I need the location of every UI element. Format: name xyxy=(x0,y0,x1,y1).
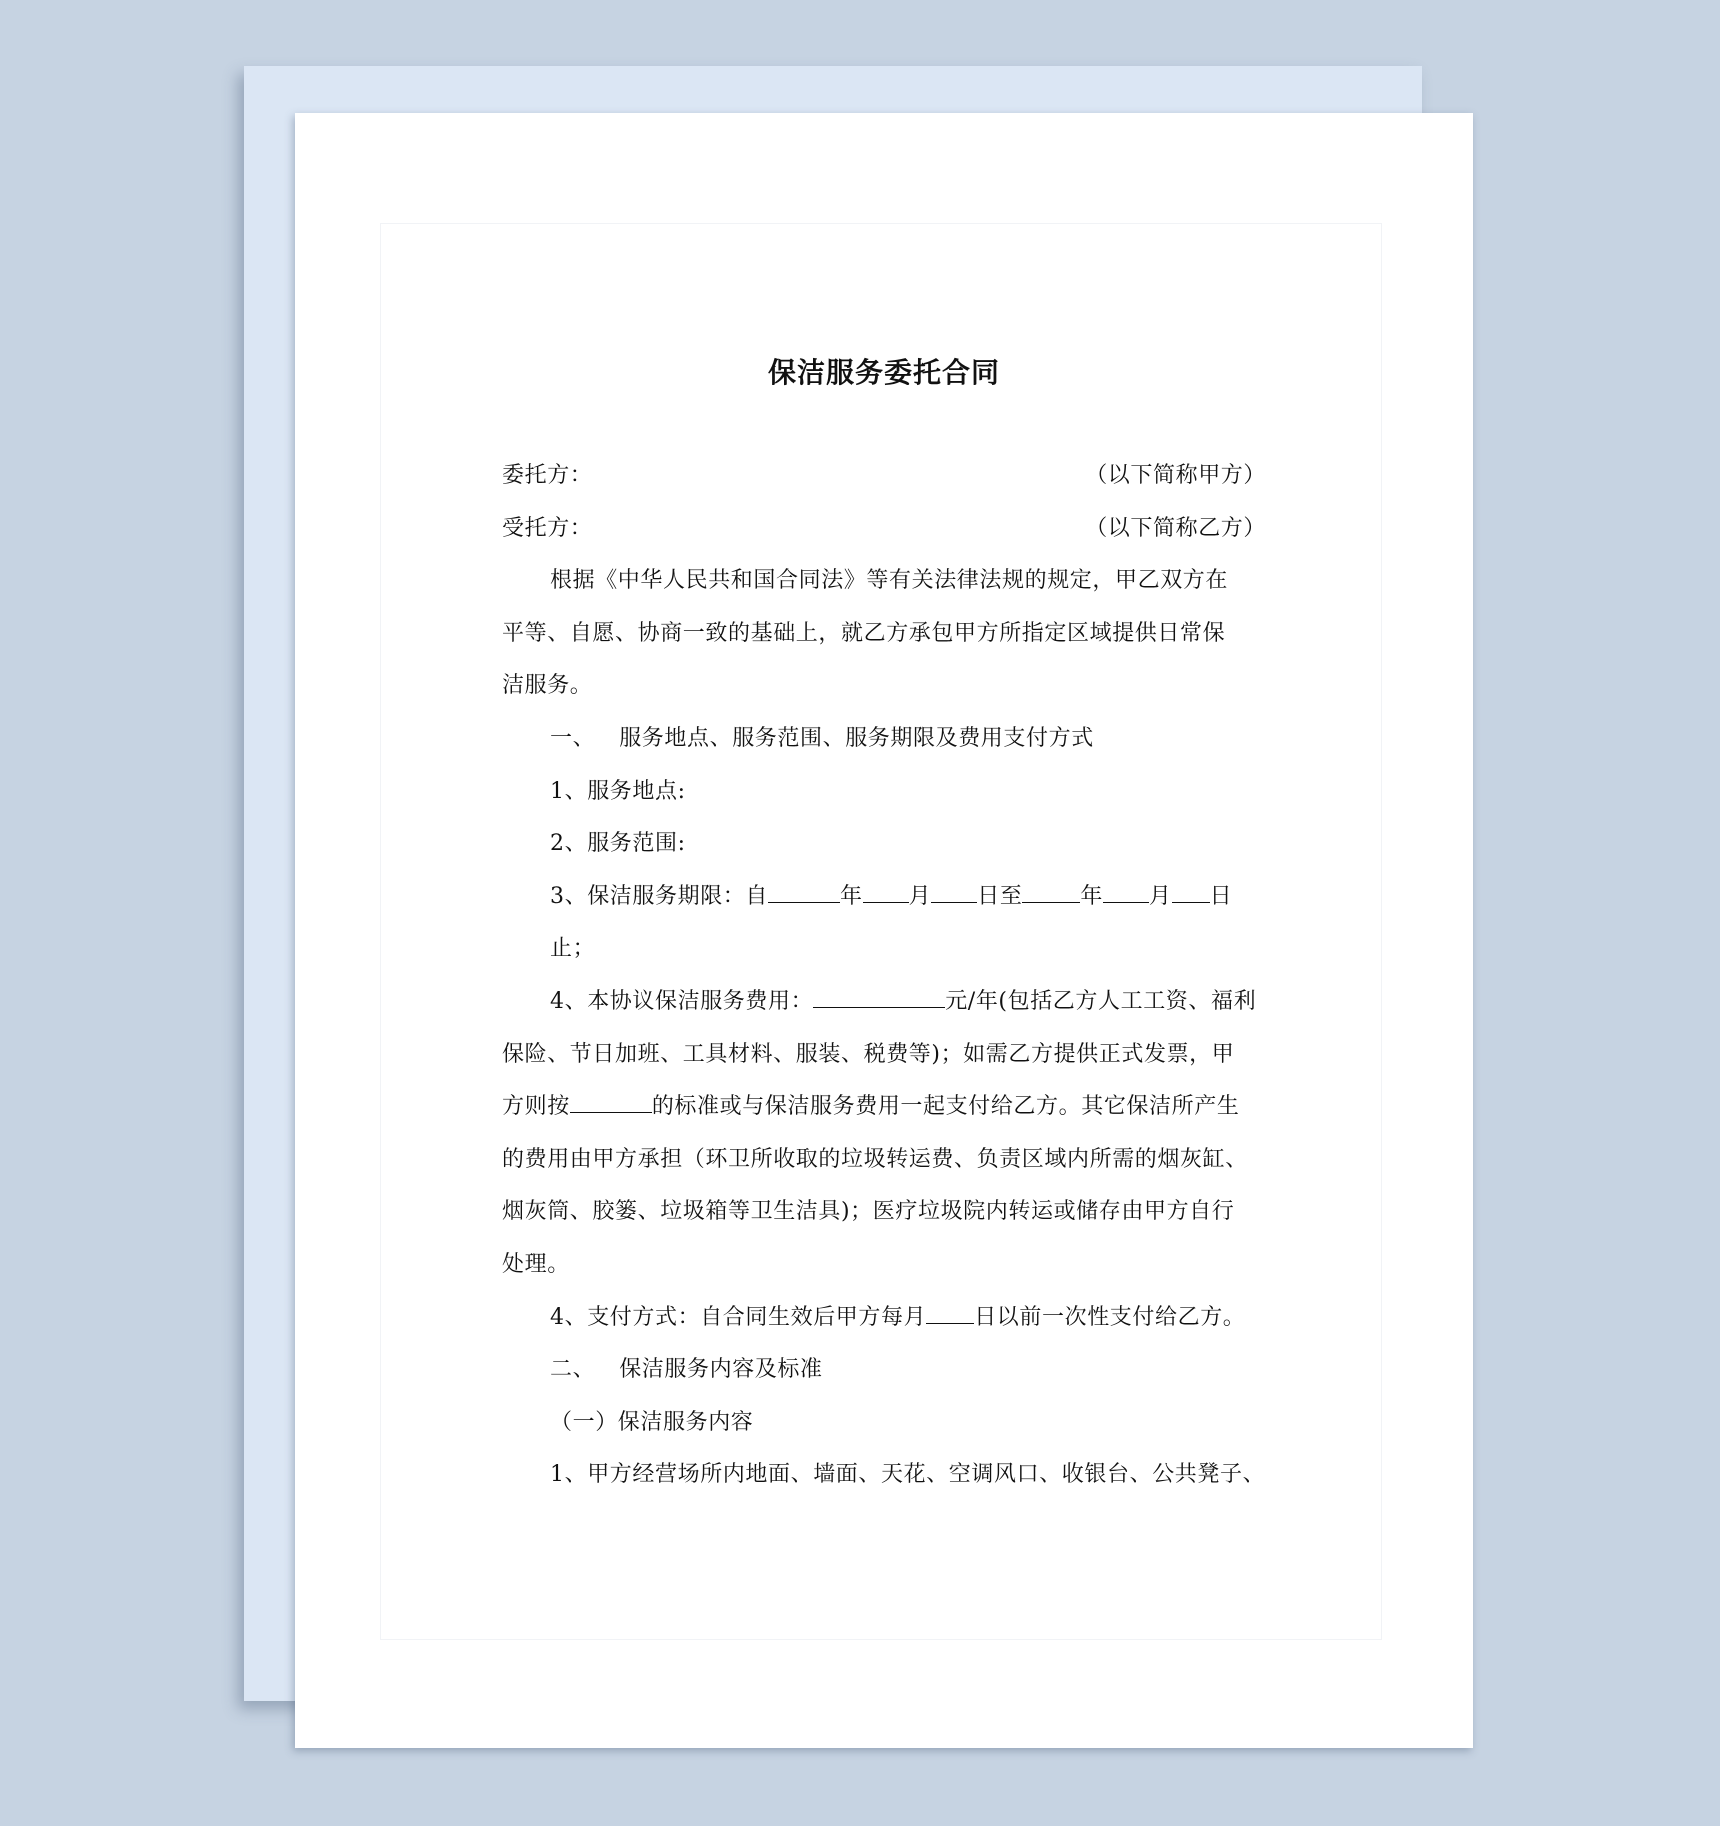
term-end-day-label: 日 xyxy=(1209,883,1233,909)
term-start-month-blank xyxy=(863,874,909,903)
term-end-month-blank xyxy=(1103,874,1149,903)
section-1-title: 服务地点、服务范围、服务期限及费用支付方式 xyxy=(619,725,1094,751)
term-day-to-label: 日至 xyxy=(977,883,1023,909)
section-2-title: 保洁服务内容及标准 xyxy=(619,1357,823,1383)
term-end-month-label: 月 xyxy=(1149,883,1172,909)
subsection-1: （一）保洁服务内容 xyxy=(550,1409,754,1435)
item-location: 1、服务地点: xyxy=(550,778,686,804)
intro-line-3: 洁服务。 xyxy=(502,673,593,699)
intro-line-2: 平等、自愿、协商一致的基础上，就乙方承包甲方所指定区域提供日常保 xyxy=(502,620,1226,646)
client-label: 委托方： xyxy=(502,463,593,488)
term-end-year-blank xyxy=(1022,874,1080,903)
section-1-number: 一、 xyxy=(550,725,596,751)
document-lines xyxy=(502,450,1266,1502)
section-2-heading xyxy=(502,1344,1266,1397)
term-end-year-label: 年 xyxy=(1080,883,1104,909)
content-line-1: 1、甲方经营场所内地面、墙面、天花、空调风口、收银台、公共凳子、 xyxy=(550,1462,1266,1488)
contractor-label: 受托方： xyxy=(502,515,593,541)
fee-prefix: 4、本协议保洁服务费用： xyxy=(550,988,814,1014)
client-line xyxy=(502,450,1266,503)
fee-3-suffix: 的标准或与保洁服务费用一起支付给乙方。其它保洁所产生 xyxy=(651,1094,1240,1120)
contractor-line xyxy=(502,503,1266,556)
fee-line-5: 烟灰筒、胶篓、垃圾箱等卫生洁具)；医疗垃圾院内转运或储存由甲方自行 xyxy=(502,1199,1235,1225)
term-year-label: 年 xyxy=(840,883,863,909)
term-end-day-blank xyxy=(1172,874,1210,903)
payment-suffix: 日以前一次性支付给乙方。 xyxy=(974,1304,1246,1330)
term-month-label: 月 xyxy=(908,883,932,909)
client-note: （以下简称甲方） xyxy=(1085,463,1266,488)
fee-line-3 xyxy=(502,1081,1266,1134)
invoice-rate-blank xyxy=(570,1084,652,1113)
item-scope: 2、服务范围: xyxy=(550,831,686,857)
payment-line xyxy=(502,1292,1266,1345)
document-title: 保洁服务委托合同 xyxy=(767,356,1000,389)
fee-suffix: 元/年(包括乙方人工工资、福利 xyxy=(945,988,1257,1014)
payment-day-blank xyxy=(926,1295,974,1324)
term-start-year-blank xyxy=(768,874,840,903)
contractor-note: （以下简称乙方） xyxy=(1085,515,1266,541)
fee-line-1 xyxy=(502,976,1266,1029)
term-start-day-blank xyxy=(931,874,977,903)
fee-line-6: 处理。 xyxy=(502,1251,570,1277)
term-end: 止； xyxy=(550,936,596,962)
intro-line-1: 根据《中华人民共和国合同法》等有关法律法规的规定，甲乙双方在 xyxy=(550,568,1229,594)
item-term xyxy=(502,871,1266,924)
section-2-number: 二、 xyxy=(550,1357,596,1383)
term-prefix: 3、保洁服务期限：自 xyxy=(550,883,768,909)
document-page xyxy=(295,113,1473,1748)
fee-3-prefix: 方则按 xyxy=(502,1094,570,1120)
payment-prefix: 4、支付方式：自合同生效后甲方每月 xyxy=(550,1304,927,1330)
section-1-heading xyxy=(502,713,1266,766)
fee-amount-blank xyxy=(813,979,945,1008)
fee-line-4: 的费用由甲方承担（环卫所收取的垃圾转运费、负责区域内所需的烟灰缸、 xyxy=(502,1146,1248,1172)
fee-line-2: 保险、节日加班、工具材料、服装、税费等)；如需乙方提供正式发票，甲 xyxy=(502,1041,1235,1067)
